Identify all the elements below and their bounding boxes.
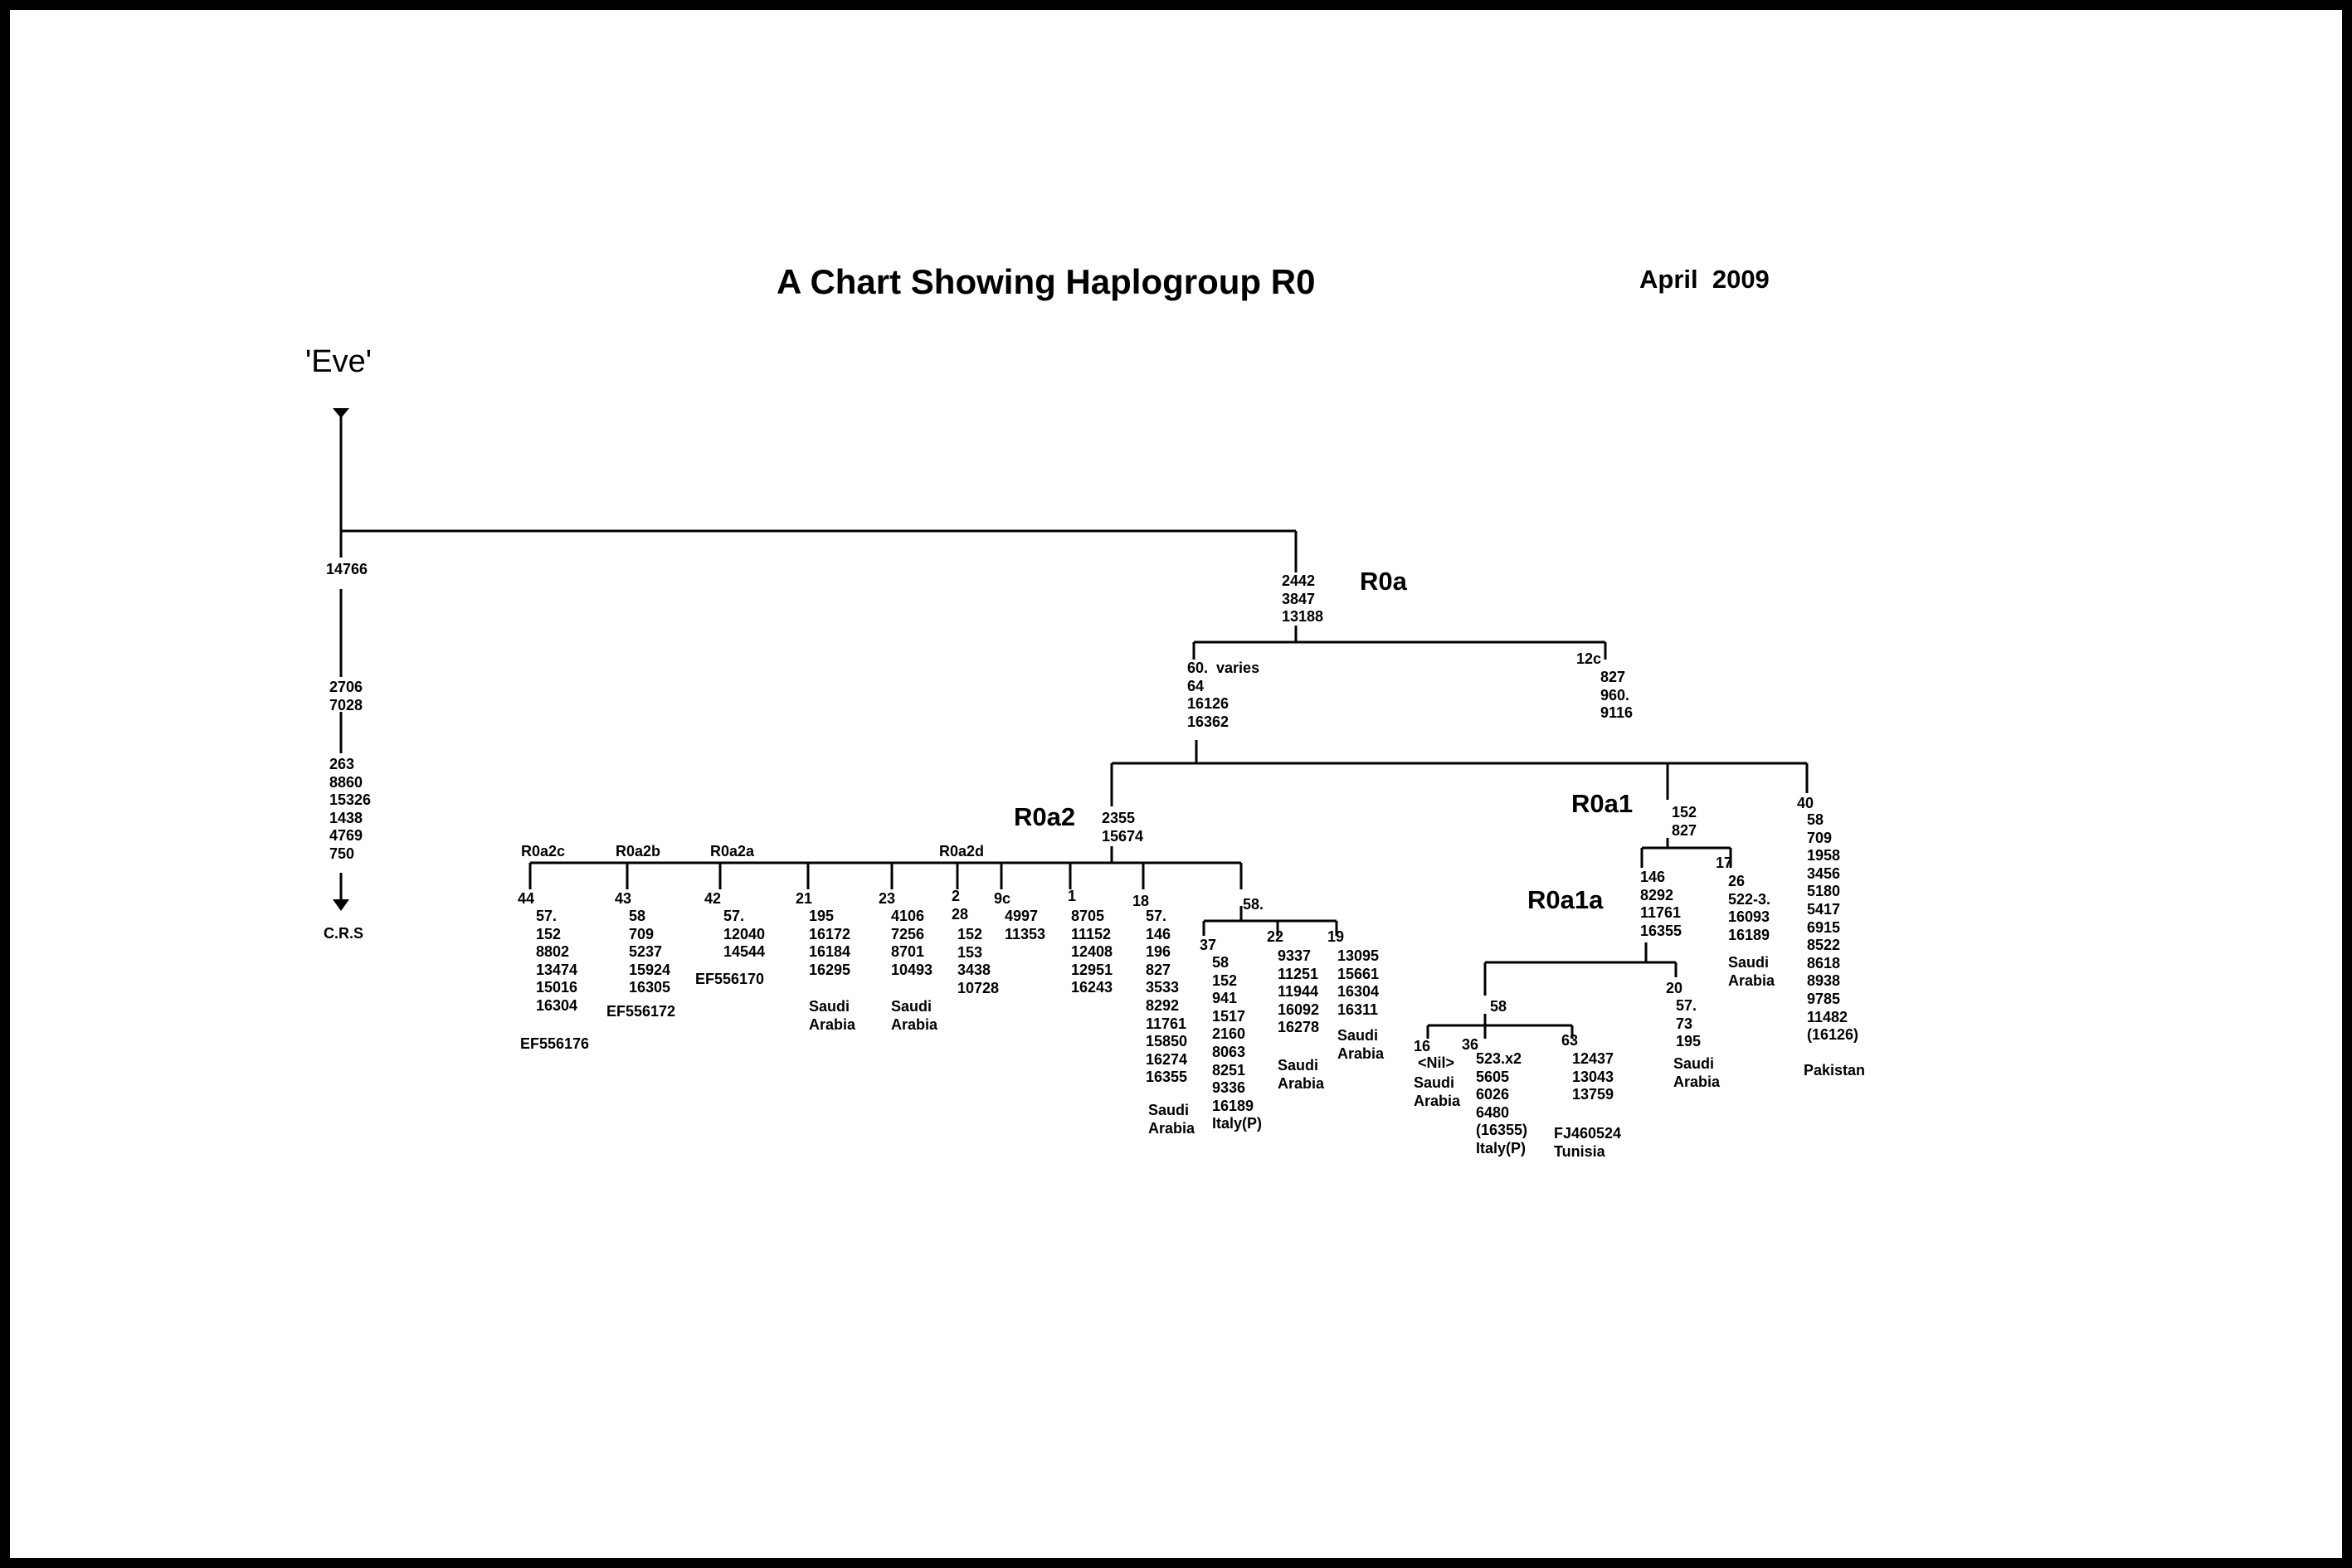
mutation-label: 2442 3847 13188 — [1282, 572, 1324, 626]
mutation-label: 57. 146 196 827 3533 8292 11761 15850 16274 16355 — [1146, 908, 1188, 1086]
mutation-label: 8705 11152 12408 12951 16243 — [1071, 908, 1113, 996]
location-label: Saudi Arabia — [1337, 1027, 1385, 1062]
mutation-label: 152 153 3438 10728 — [957, 926, 1000, 996]
mutation-label: <Nil> — [1418, 1054, 1455, 1071]
location-label: Saudi Arabia — [1148, 1102, 1195, 1137]
branch-number: 58. — [1243, 896, 1264, 913]
branch-number: 40 — [1797, 795, 1814, 811]
branch-number: 43 — [615, 890, 632, 907]
chart-title: A Chart Showing Haplogroup R0 — [777, 262, 1316, 301]
accession-label: EF556176 — [520, 1035, 590, 1052]
mutation-label: 523.x2 5605 6026 6480 (16355) Italy(P) — [1476, 1050, 1528, 1157]
clade-label-r0a2c: R0a2c — [521, 843, 566, 859]
root-eve-label: 'Eve' — [305, 344, 372, 379]
branch-number: 44 — [518, 890, 535, 907]
branch-number: 58 — [1490, 998, 1507, 1015]
mutation-label: 146 8292 11761 16355 — [1640, 869, 1682, 939]
mutation-label: 26 522-3. 16093 16189 — [1728, 873, 1771, 943]
branch-number: 22 — [1267, 928, 1284, 945]
mutation-label: 57. 152 8802 13474 15016 16304 — [536, 908, 578, 1014]
crs-label: C.R.S — [324, 925, 364, 942]
branch-number: 20 — [1666, 980, 1683, 996]
location-label: Saudi Arabia — [1414, 1074, 1461, 1109]
branch-number: 37 — [1200, 937, 1217, 953]
branch-number: 42 — [704, 890, 722, 907]
mutation-label: 152 827 — [1672, 804, 1697, 839]
location-label: Saudi Arabia — [1278, 1057, 1325, 1092]
mutation-label: 827 960. 9116 — [1600, 669, 1634, 722]
location-label: FJ460524 Tunisia — [1554, 1125, 1622, 1160]
location-label: Saudi Arabia — [891, 998, 938, 1033]
mutation-label: 58 152 941 1517 2160 8063 8251 9336 16189 Italy(P) — [1212, 954, 1263, 1132]
branch-number: 18 — [1132, 893, 1150, 909]
chart-date: April 2009 — [1639, 265, 1770, 294]
location-label: Saudi Arabia — [809, 998, 856, 1033]
location-label: Saudi Arabia — [1673, 1055, 1721, 1090]
clade-label-r0a2b: R0a2b — [616, 843, 661, 859]
chart-page — [10, 10, 2342, 1558]
mutation-label: 4997 11353 — [1005, 908, 1046, 942]
branch-number: 23 — [879, 890, 896, 907]
clade-label-r0a2: R0a2 — [1014, 802, 1076, 831]
mutation-label: 263 8860 15326 1438 4769 750 — [329, 756, 372, 862]
clade-label-r0a1: R0a1 — [1571, 789, 1634, 818]
branch-number: 17 — [1716, 855, 1733, 871]
branch-number: 16 — [1414, 1038, 1431, 1054]
mutation-label: 58 709 5237 15924 16305 — [629, 908, 671, 996]
mutation-label: 2706 7028 — [329, 679, 363, 713]
mutation-label: 9337 11251 11944 16092 16278 — [1278, 947, 1320, 1036]
mutation-label: 13095 15661 16304 16311 — [1337, 947, 1380, 1018]
mutation-label: 57. 12040 14544 — [723, 908, 766, 961]
branch-number: 21 — [796, 890, 813, 907]
mutation-label: 12437 13043 13759 — [1572, 1050, 1614, 1103]
branch-number: 1 — [1068, 888, 1077, 904]
branch-number: 2 28 — [952, 888, 969, 923]
branch-number: 19 — [1327, 928, 1345, 945]
clade-label-r0a2d: R0a2d — [939, 843, 985, 859]
mutation-label: 14766 — [326, 561, 368, 577]
accession-label: EF556172 — [606, 1003, 676, 1020]
clade-label-r0a1a: R0a1a — [1527, 885, 1604, 914]
mutation-label: 195 16172 16184 16295 — [809, 908, 851, 978]
tree-labels — [10, 10, 2342, 1558]
branch-number: 12c — [1576, 650, 1602, 667]
branch-number: 36 — [1462, 1036, 1479, 1053]
clade-label-r0a: R0a — [1360, 567, 1407, 596]
mutation-label: 4106 7256 8701 10493 — [891, 908, 933, 978]
branch-number: 63 — [1561, 1032, 1579, 1049]
mutation-label: 2355 15674 — [1102, 810, 1144, 845]
accession-label: EF556170 — [695, 971, 765, 987]
location-label: Pakistan — [1804, 1062, 1866, 1079]
branch-number: 9c — [994, 890, 1011, 907]
mutation-label: 60. varies 64 16126 16362 — [1187, 660, 1260, 730]
clade-label-r0a2a: R0a2a — [710, 843, 755, 859]
mutation-label: 57. 73 195 — [1676, 997, 1702, 1050]
mutation-label: 58 709 1958 3456 5180 5417 6915 8522 8618 8938 9785 11482 (16126) — [1807, 811, 1859, 1044]
location-label: Saudi Arabia — [1728, 954, 1775, 989]
